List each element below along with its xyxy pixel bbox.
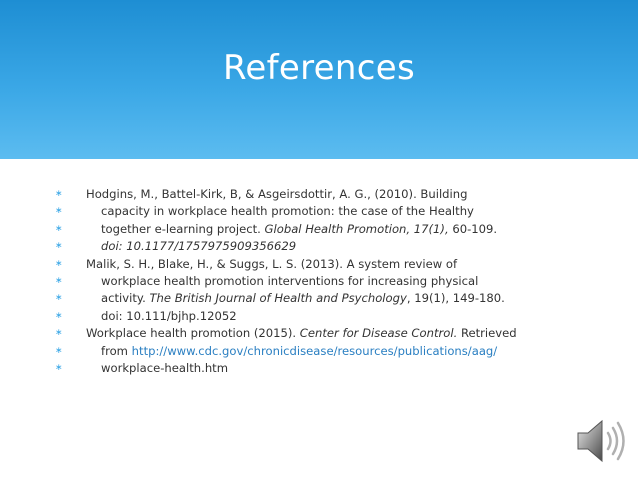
reference-text [101, 238, 296, 255]
reference-text [86, 325, 517, 342]
slide-title: References [223, 48, 415, 88]
reference-italic-text: doi: 10.1177/1757975909356629 [101, 239, 297, 254]
reference-line [0, 221, 638, 238]
bullet-icon: ∗ [55, 275, 63, 286]
reference-line [0, 238, 638, 255]
title-banner [0, 0, 638, 159]
bullet-icon: ∗ [55, 293, 63, 304]
references-list [0, 186, 638, 377]
reference-text-part: together e-learning project. [101, 221, 265, 236]
reference-line [0, 290, 638, 307]
speaker-icon[interactable] [572, 414, 632, 468]
reference-line [0, 325, 638, 342]
bullet-icon: ∗ [55, 206, 63, 217]
reference-text [101, 203, 474, 220]
reference-line [0, 343, 638, 360]
reference-line [0, 360, 638, 377]
reference-line [0, 203, 638, 220]
reference-line [0, 308, 638, 325]
reference-text [101, 273, 478, 290]
bullet-icon: ∗ [55, 345, 63, 356]
reference-text-part: activity. [101, 291, 150, 306]
reference-text-part: capacity in workplace health promotion: the case of the Healthy [101, 204, 474, 219]
reference-line [0, 256, 638, 273]
reference-text-part: Hodgins, M., Battel-Kirk, B, & Asgeirsdottir, A. G., (2010). Building [86, 187, 468, 201]
reference-italic-text: The British Journal of Health and Psychology [149, 291, 407, 306]
reference-text-part: from [101, 343, 132, 358]
bullet-icon: ∗ [55, 310, 63, 321]
bullet-icon: ∗ [55, 223, 63, 234]
reference-text-part: doi: 10.111/bjhp.12052 [101, 308, 237, 323]
reference-text-part: workplace health promotion interventions for increasing physical [101, 273, 479, 288]
reference-link[interactable]: http://www.cdc.gov/chronicdisease/resources/publications/aag/ [131, 343, 498, 358]
reference-text-part: workplace-health.htm [101, 360, 229, 375]
bullet-icon: ∗ [55, 362, 63, 373]
reference-text-part: Retrieved [457, 326, 517, 341]
reference-line [0, 186, 638, 203]
reference-text [101, 308, 237, 325]
reference-text [101, 290, 505, 307]
reference-line [0, 273, 638, 290]
bullet-icon: ∗ [55, 241, 63, 252]
reference-italic-text: Global Health Promotion, 17(1), [264, 221, 449, 236]
reference-text-part: Malik, S. H., Blake, H., & Suggs, L. S. (2013). A system review of [86, 256, 458, 271]
bullet-icon: ∗ [55, 258, 63, 269]
reference-text-part: 60-109. [448, 221, 498, 236]
reference-text-part: , 19(1), 149-180. [406, 291, 505, 306]
reference-text [101, 343, 497, 360]
bullet-icon: ∗ [55, 189, 63, 199]
reference-text [101, 360, 228, 377]
reference-text-part: Workplace health promotion (2015). [86, 326, 300, 341]
reference-text [86, 186, 467, 203]
reference-text [86, 256, 457, 273]
reference-text [101, 221, 497, 238]
reference-italic-text: Center for Disease Control. [299, 326, 458, 341]
bullet-icon: ∗ [55, 328, 63, 339]
